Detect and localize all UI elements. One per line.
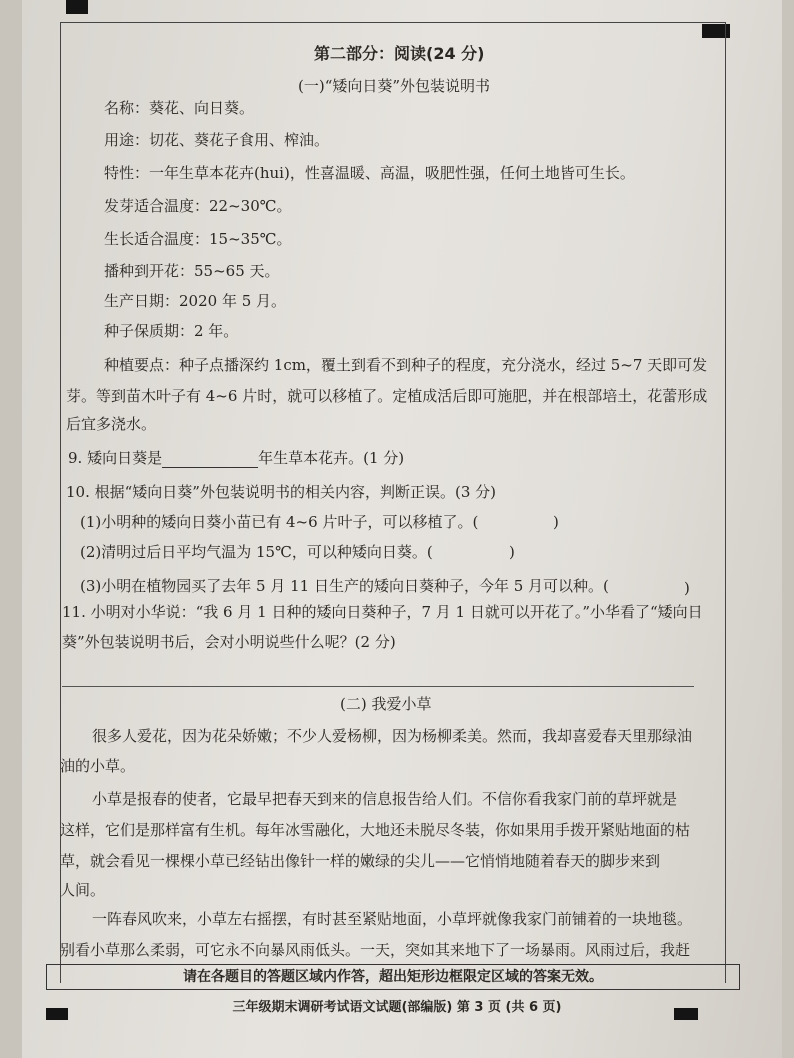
q10-item-2-close[interactable]: ) (509, 543, 515, 561)
section-title: 第二部分：阅读(24 分) (314, 44, 485, 63)
question-11-line-1: 11. 小明对小华说：“我 6 月 1 日种的矮向日葵种子，7 月 1 日就可以开花了。”小华看了“矮向日 (62, 603, 703, 621)
question-9 (68, 448, 404, 468)
q10-item-3-close[interactable]: ) (684, 579, 690, 597)
spec-growth-temp: 生长适合温度：15~35℃。 (104, 230, 292, 248)
answer-area-notice: 请在各题目的答题区域内作答，超出矩形边框限定区域的答案无效。 (46, 964, 740, 990)
question-10-stem: 10. 根据“矮向日葵”外包装说明书的相关内容，判断正误。(3 分) (66, 483, 496, 501)
planting-line-2: 芽。等到苗木叶子有 4~6 片时，就可以移植了。定植成活后即可施肥，并在根部培土，花蕾形成 (66, 387, 708, 405)
planting-line-3: 后宜多浇水。 (66, 415, 157, 433)
passage-line-1: 很多人爱花，因为花朵娇嫩；不少人爱杨柳，因为杨柳柔美。然而，我却喜爱春天里那绿油 (92, 727, 693, 745)
passage-line-8: 别看小草那么柔弱，可它永不向暴风雨低头。一天，突如其来地下了一场暴雨。风雨过后，我赶 (60, 941, 691, 959)
q10-item-2: (2)清明过后日平均气温为 15℃，可以种矮向日葵。( (80, 543, 433, 561)
spec-production-date: 生产日期：2020 年 5 月。 (104, 292, 287, 310)
passage-line-2: 油的小草。 (60, 757, 136, 775)
spec-name: 名称：葵花、向日葵。 (104, 99, 255, 117)
spec-trait: 特性：一年生草本花卉(hui)，性喜温暖、高温，吸肥性强，任何土地皆可生长。 (104, 164, 635, 182)
passage-line-4: 这样，它们是那样富有生机。每年冰雪融化，大地还未脱尽冬装，你如果用手拨开紧贴地面的枯 (60, 821, 691, 839)
passage-line-3: 小草是报春的使者，它最早把春天到来的信息报告给人们。不信你看我家门前的草坪就是 (92, 790, 678, 808)
registration-mark (66, 0, 88, 14)
q10-item-3: (3)小明在植物园买了去年 5 月 11 日生产的矮向日葵种子，今年 5 月可以种。( (80, 577, 609, 595)
passage-line-7: 一阵春风吹来，小草左右摇摆，有时甚至紧贴地面，小草坪就像我家门前铺着的一块地毯。 (92, 910, 693, 928)
spec-shelf-life: 种子保质期：2 年。 (104, 322, 239, 340)
q9-stem: 9. 矮向日葵是 (68, 449, 163, 467)
part1-title: (一)“矮向日葵”外包装说明书 (298, 77, 491, 95)
spec-bloom-time: 播种到开花：55~65 天。 (104, 262, 280, 280)
passage-line-5: 草，就会看见一棵棵小草已经钻出像针一样的嫩绿的尖儿——它悄悄地随着春天的脚步来到 (60, 852, 661, 870)
q10-item-1: (1)小明种的矮向日葵小苗已有 4~6 片叶子，可以移植了。( (80, 513, 479, 531)
q10-item-1-close[interactable]: ) (553, 513, 559, 531)
passage-line-6: 人间。 (60, 881, 106, 899)
q9-tail: 年生草本花卉。(1 分) (258, 449, 405, 467)
part2-title: (二) 我爱小草 (340, 695, 432, 713)
q11-answer-line[interactable] (62, 686, 694, 687)
question-11-line-2: 葵”外包装说明书后，会对小明说些什么呢？(2 分) (62, 633, 396, 651)
spec-use: 用途：切花、葵花子食用、榨油。 (104, 131, 330, 149)
spec-germination-temp: 发芽适合温度：22~30℃。 (104, 197, 292, 215)
q9-answer-blank[interactable] (162, 453, 258, 468)
planting-line-1: 种植要点：种子点播深约 1cm，覆土到看不到种子的程度，充分浇水，经过 5~7 天即可发 (104, 356, 708, 374)
page-footer: 三年级期末调研考试语文试题(部编版) 第 3 页 (共 6 页) (232, 1000, 562, 1015)
